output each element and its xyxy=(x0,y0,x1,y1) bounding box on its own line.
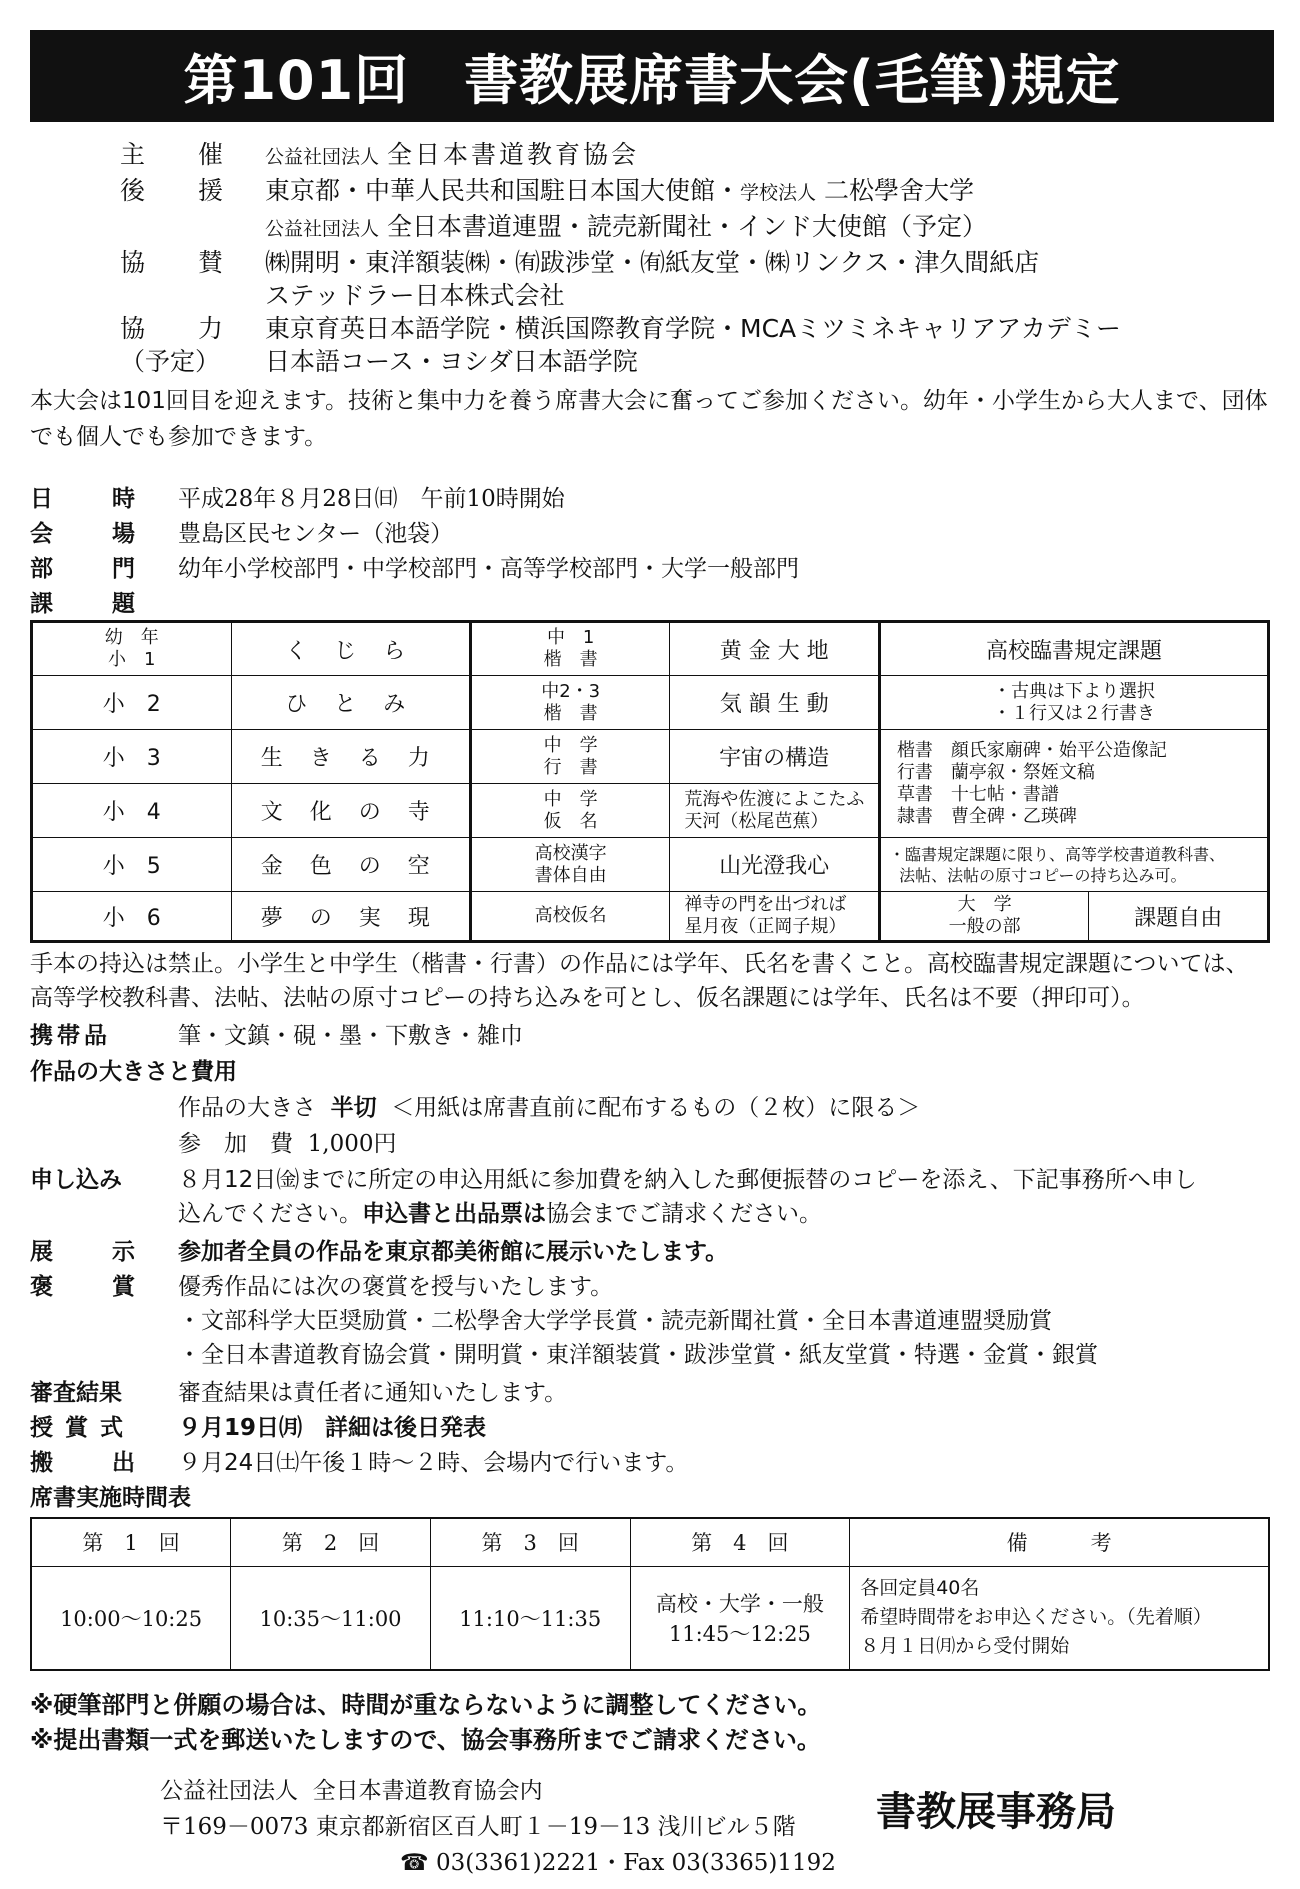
fee-value: 1,000円 xyxy=(307,1131,397,1157)
result-row xyxy=(30,1376,567,1410)
schedule-note: 各回定員40名 xyxy=(860,1577,980,1600)
grade-cell: 高校漢字 xyxy=(534,842,607,864)
carry-key: 搬 出 xyxy=(30,1450,153,1476)
organizer-block xyxy=(120,138,1240,378)
table-row xyxy=(32,892,1269,942)
grade-cell: 小 3 xyxy=(32,730,232,784)
topic-cell: 金 色 の 空 xyxy=(231,838,470,892)
sponsor-row xyxy=(120,246,1240,279)
support-prefix2: 公益社団法人 xyxy=(265,218,380,240)
sponsor-row-2 xyxy=(120,279,1240,312)
grade-cell: 一般の部 xyxy=(948,916,1021,937)
award-key: 褒 賞 xyxy=(30,1274,153,1300)
fee-label: 参 加 費 xyxy=(178,1131,293,1157)
footer-office: 書教展事務局 xyxy=(876,1789,1116,1835)
ceremony-value: ９月19日㈪ 詳細は後日発表 xyxy=(178,1415,487,1441)
classic-item: 行書 蘭亭叙・祭姪文稿 xyxy=(896,761,1095,783)
schedule-fourth-label: 高校・大学・一般 xyxy=(655,1591,824,1616)
apply-line2c: 協会までご請求ください。 xyxy=(546,1201,822,1227)
host-label: 主 催 xyxy=(120,140,238,169)
classic-item: 草書 十七帖・書譜 xyxy=(896,783,1059,805)
topic-cell: 文 化 の 寺 xyxy=(231,784,470,838)
ceremony-key: 授 賞 式 xyxy=(30,1415,126,1441)
topic-cell: 禅寺の門を出づれば xyxy=(684,894,847,915)
page-title: 第101回 書教展席書大会(毛筆)規定 xyxy=(183,48,1121,112)
grade-cell: 高校仮名 xyxy=(470,892,670,942)
footer-phone: ☎ 03(3361)2221・Fax 03(3365)1192 xyxy=(400,1850,836,1876)
grade-cell: 小 4 xyxy=(32,784,232,838)
bring-key: 携帯品 xyxy=(30,1023,111,1049)
schedule-header: 備 考 xyxy=(850,1518,1269,1566)
topic-cell: 宇宙の構造 xyxy=(670,730,880,784)
grade-cell: 小 2 xyxy=(32,676,232,730)
support-label: 後 援 xyxy=(120,176,238,205)
rules-text: 手本の持込は禁止。小学生と中学生（楷書・行書）の作品には学年、氏名を書くこと。高校臨書規定課題については、高等学校教科書、法帖、法帖の原寸コピーの持ち込みを可とし、仮名課題には学年、氏名は不要（押印可）。 xyxy=(30,951,1249,1011)
classic-list xyxy=(897,740,1267,828)
topic-cell: 天河（松尾芭蕉） xyxy=(684,810,829,832)
venue-value: 豊島区民センター（池袋） xyxy=(178,521,454,547)
schedule-note: 希望時間帯をお申込ください。（先着順） xyxy=(860,1606,1212,1629)
coop-row xyxy=(120,312,1240,345)
note-line: ※提出書類一式を郵送いたしますので、協会事務所までご請求ください。 xyxy=(30,1726,821,1754)
topic-cell: 山光澄我心 xyxy=(670,838,880,892)
support-row xyxy=(120,174,1240,210)
topic-key: 課 題 xyxy=(30,591,153,617)
support-row-2 xyxy=(120,210,1240,246)
grade-cell: 小 1 xyxy=(108,649,156,670)
dept-row xyxy=(30,552,799,586)
host-prefix: 公益社団法人 xyxy=(265,146,380,168)
size-heading: 作品の大きさと費用 xyxy=(30,1059,237,1085)
dept-value: 幼年小学校部門・中学校部門・高等学校部門・大学一般部門 xyxy=(178,556,799,582)
table-row xyxy=(32,622,1269,676)
table-row xyxy=(31,1566,1269,1670)
apply-line2a: 込んでください。 xyxy=(178,1201,362,1227)
date-row xyxy=(30,482,565,516)
exhibit-value: 参加者全員の作品を東京都美術館に展示いたします。 xyxy=(178,1239,729,1265)
topic-cell: 夢 の 実 現 xyxy=(231,892,470,942)
style-cell: 楷 書 xyxy=(543,649,598,670)
schedule-heading: 席書実施時間表 xyxy=(30,1485,191,1511)
grade-cell: 小 6 xyxy=(32,892,232,942)
topic-cell: 星月夜（正岡子規） xyxy=(684,916,847,937)
support-line1a: 東京都・中華人民共和国駐日本国大使館・ xyxy=(265,176,741,205)
date-key: 日 時 xyxy=(30,486,153,512)
schedule-table xyxy=(30,1517,1270,1671)
intro-text: 本大会は101回目を迎えます。技術と集中力を養う席書大会に奮ってご参加ください。幼年・小学生から大人まで、団体でも個人でも参加できます。 xyxy=(30,388,1268,450)
grade-cell: 中 1 xyxy=(546,627,595,648)
exhibit-key: 展 示 xyxy=(30,1239,153,1265)
schedule-header: 第 4 回 xyxy=(630,1518,850,1566)
topic-cell: 生 き る 力 xyxy=(231,730,470,784)
topic-cell: 気 韻 生 動 xyxy=(670,676,880,730)
host-name: 全日本書道教育協会 xyxy=(386,140,639,169)
schedule-head-row xyxy=(30,1481,191,1515)
size-bold: 半切 xyxy=(330,1095,377,1121)
support-line1b: 二松學舍大学 xyxy=(823,176,974,205)
bring-value: 筆・文鎮・硯・墨・下敷き・雑巾 xyxy=(178,1023,523,1049)
schedule-time: 11:10～11:35 xyxy=(430,1566,630,1670)
coop-line1: 東京育英日本語学院・横浜国際教育学院・MCAミツミネキャリアアカデミー xyxy=(265,314,1121,343)
size-label: 作品の大きさ xyxy=(178,1095,316,1121)
size-note: ＜用紙は席書直前に配布するもの（２枚）に限る＞ xyxy=(391,1095,921,1121)
host-row xyxy=(120,138,1240,174)
footer-org-name: 全日本書道教育協会内 xyxy=(312,1778,543,1804)
award-line: ・文部科学大臣奨励賞・二松學舍大学学長賞・読売新聞社賞・全日本書道連盟奨励賞 xyxy=(178,1308,1052,1334)
sponsor-label: 協 賛 xyxy=(120,248,238,277)
size-head-row xyxy=(30,1055,237,1089)
result-value: 審査結果は責任者に通知いたします。 xyxy=(178,1380,568,1406)
grade-cell: 中2・3 xyxy=(541,680,601,702)
size-row xyxy=(178,1091,920,1125)
grade-cell: 小 5 xyxy=(32,838,232,892)
support-line2: 全日本書道連盟・読売新聞社・インド大使館（予定） xyxy=(386,212,987,241)
grade-cell: 大 学 xyxy=(957,894,1012,915)
support-prefix1: 学校法人 xyxy=(740,182,817,204)
footer-org xyxy=(160,1772,543,1805)
exhibit-row xyxy=(30,1235,728,1269)
schedule-time: 10:35～11:00 xyxy=(231,1566,431,1670)
schedule-time: 10:00～10:25 xyxy=(31,1566,231,1670)
sponsor-line1: ㈱開明・東洋額装㈱・㈲跋渉堂・㈲紙友堂・㈱リンクス・津久間紙店 xyxy=(265,248,1040,277)
footer-org-prefix: 公益社団法人 xyxy=(160,1778,298,1804)
classic-item: 隷書 曹全碑・乙瑛碑 xyxy=(896,805,1077,827)
apply-key: 申し込み xyxy=(30,1167,122,1193)
rinsho-note: ・臨書規定課題に限り、高等学校書道教科書、 xyxy=(888,844,1225,864)
dept-key: 部 門 xyxy=(30,556,153,582)
style-cell: 楷 書 xyxy=(543,702,598,724)
award-line: ・全日本書道教育協会賞・開明賞・東洋額装賞・跋渉堂賞・紙友堂賞・特選・金賞・銀賞 xyxy=(178,1342,1098,1368)
coop-line2: 日本語コース・ヨシダ日本語学院 xyxy=(265,347,638,376)
schedule-header: 第 1 回 xyxy=(31,1518,231,1566)
style-cell: 書体自由 xyxy=(534,864,607,886)
carry-value: ９月24日㈯午後１時～２時、会場内で行います。 xyxy=(178,1450,689,1476)
table-row xyxy=(32,730,1269,784)
coop-sub: （予定） xyxy=(120,347,221,376)
fee-row xyxy=(178,1127,396,1161)
ceremony-row xyxy=(30,1411,486,1445)
apply-line2b: 申込書と出品票は xyxy=(362,1201,546,1227)
note-line: ※硬筆部門と併願の場合は、時間が重ならないように調整してください。 xyxy=(30,1691,822,1719)
rinsho-note: 法帖、法帖の原寸コピーの持ち込み可。 xyxy=(899,865,1187,885)
result-key: 審査結果 xyxy=(30,1380,122,1406)
sponsor-line2: ステッドラー日本株式会社 xyxy=(265,281,565,310)
style-cell: 行 書 xyxy=(543,756,598,778)
coop-row-2 xyxy=(120,345,1240,378)
venue-row xyxy=(30,517,453,551)
bring-row xyxy=(30,1019,523,1053)
title-banner xyxy=(30,30,1274,122)
award-row xyxy=(30,1270,1098,1372)
style-cell: 仮 名 xyxy=(543,810,598,832)
apply-row xyxy=(30,1163,1197,1231)
topic-cell: 黄 金 大 地 xyxy=(670,622,880,676)
topic-cell: ひ と み xyxy=(231,676,470,730)
topic-cell: 課題自由 xyxy=(1089,892,1269,942)
topic-cell: く じ ら xyxy=(231,622,470,676)
venue-key: 会 場 xyxy=(30,521,153,547)
schedule-header: 第 3 回 xyxy=(430,1518,630,1566)
schedule-time: 11:45～12:25 xyxy=(668,1621,811,1646)
grade-cell: 中 学 xyxy=(543,788,598,810)
carry-row xyxy=(30,1446,688,1480)
table-row xyxy=(31,1518,1269,1566)
table-row xyxy=(32,676,1269,730)
classic-item: 楷書 顔氏家廟碑・始平公造像記 xyxy=(896,739,1167,761)
rinsho-note: ・古典は下より選択 xyxy=(992,680,1155,702)
hs-rinsho-title: 高校臨書規定課題 xyxy=(879,622,1268,676)
schedule-header: 第 2 回 xyxy=(231,1518,431,1566)
date-value: 平成28年８月28日㈰ 午前10時開始 xyxy=(178,486,565,512)
topic-table xyxy=(30,620,1270,943)
topic-cell: 荒海や佐渡によこたふ xyxy=(684,788,865,810)
topic-row xyxy=(30,587,178,621)
footer-address: 〒169－0073 東京都新宿区百人町１－19－13 浅川ビル５階 xyxy=(160,1814,796,1840)
coop-label: 協 力 xyxy=(120,314,238,343)
schedule-note: ８月１日㈪から受付開始 xyxy=(860,1635,1070,1658)
award-value: 優秀作品には次の褒賞を授与いたします。 xyxy=(178,1274,614,1300)
table-row xyxy=(32,838,1269,892)
rinsho-note: ・１行又は２行書き xyxy=(992,702,1155,724)
grade-cell: 幼 年 xyxy=(104,627,159,648)
apply-line1: ８月12日㈮までに所定の申込用紙に参加費を納入した郵便振替のコピーを添え、下記事務所へ申し xyxy=(178,1167,1197,1193)
grade-cell: 中 学 xyxy=(543,734,598,756)
